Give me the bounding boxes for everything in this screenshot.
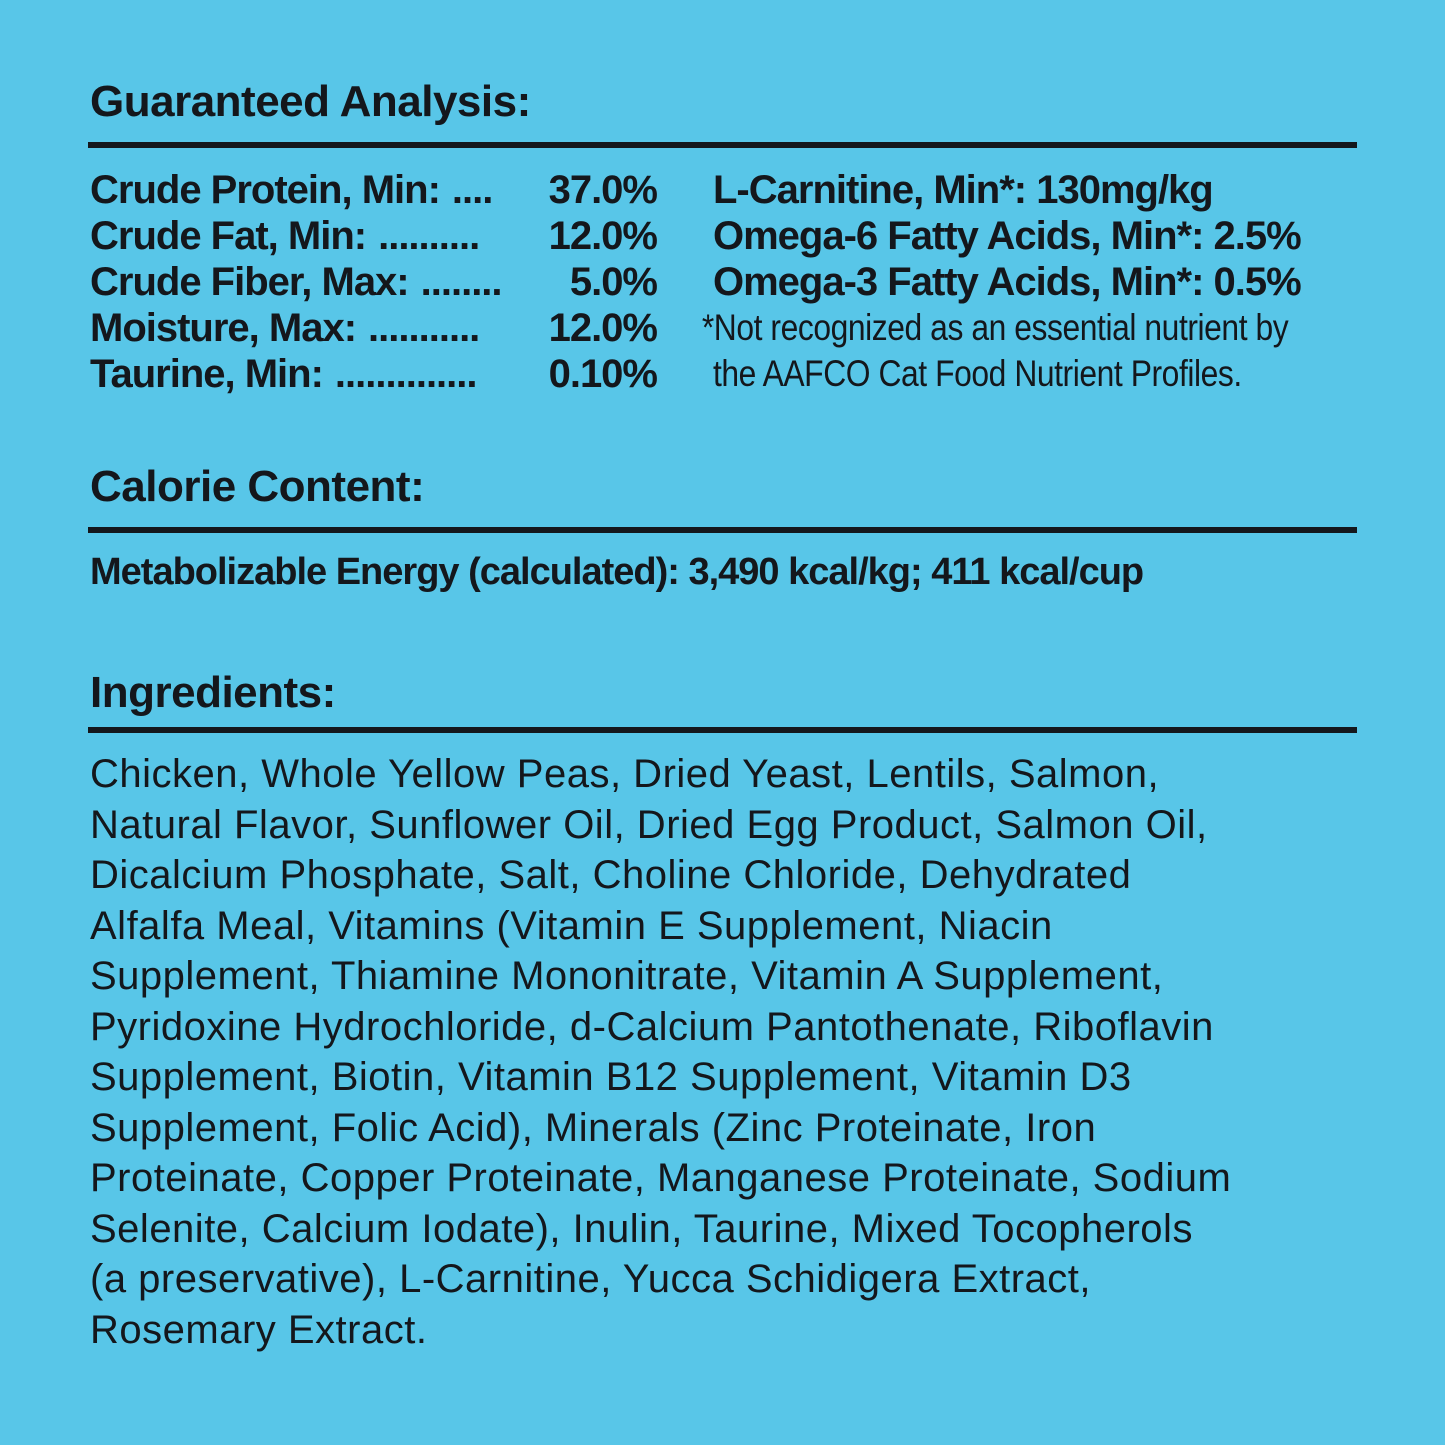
ingredients-heading: Ingredients: bbox=[90, 668, 336, 717]
ingredient-line: Proteinate, Copper Proteinate, Manganese Proteinate, Sodium bbox=[90, 1156, 1232, 1200]
ga-row-taurine bbox=[90, 351, 657, 397]
ga-row-label: Crude Fat, Min: bbox=[90, 214, 367, 258]
ingredient-line: Supplement, Biotin, Vitamin B12 Supplement, Vitamin D3 bbox=[90, 1055, 1132, 1099]
calorie-content-heading: Calorie Content: bbox=[90, 462, 425, 511]
guaranteed-analysis-divider bbox=[88, 142, 1357, 148]
ga-row-leader-dots: ........ bbox=[420, 260, 502, 304]
ingredients-section bbox=[90, 668, 1445, 1355]
ga-row-l-carnitine: L-Carnitine, Min*: 130mg/kg bbox=[713, 168, 1213, 212]
ga-row-leader-dots: .......... bbox=[378, 214, 480, 258]
ga-row-leader-dots: .... bbox=[451, 168, 493, 212]
ingredient-line: Supplement, Thiamine Mononitrate, Vitamin A Supplement, bbox=[90, 954, 1164, 998]
guaranteed-analysis-section bbox=[90, 77, 1445, 397]
ga-row-moisture bbox=[90, 305, 657, 351]
ingredients-divider bbox=[88, 727, 1357, 733]
ingredient-line: Rosemary Extract. bbox=[90, 1307, 428, 1352]
ga-row-leader-dots: .............. bbox=[334, 352, 477, 396]
ga-row-label: Taurine, Min: bbox=[90, 352, 323, 396]
metabolizable-energy-text: Metabolizable Energy (calculated): 3,490 kcal/kg; 411 kcal/cup bbox=[90, 551, 1144, 593]
ga-row-crude-protein bbox=[90, 167, 657, 213]
guaranteed-analysis-body bbox=[90, 167, 1445, 397]
ingredient-line: Supplement, Folic Acid), Minerals (Zinc Proteinate, Iron bbox=[90, 1105, 1097, 1150]
ingredient-line: Selenite, Calcium Iodate), Inulin, Taurine, Mixed Tocopherols bbox=[90, 1206, 1193, 1251]
ga-row-omega-3: Omega-3 Fatty Acids, Min*: 0.5% bbox=[713, 260, 1301, 304]
aafco-footnote bbox=[701, 305, 1289, 397]
guaranteed-analysis-left-column bbox=[90, 167, 657, 397]
ga-row-label: Crude Protein, Min: bbox=[90, 168, 440, 212]
aafco-footnote-line-2: the AAFCO Cat Food Nutrient Profiles. bbox=[713, 353, 1242, 394]
guaranteed-analysis-heading: Guaranteed Analysis: bbox=[90, 77, 531, 126]
ga-row-value: 12.0% bbox=[548, 306, 657, 350]
ingredients-list bbox=[90, 749, 1445, 1355]
ga-row-label: Moisture, Max: bbox=[90, 306, 357, 350]
ga-row-value: 5.0% bbox=[569, 260, 657, 304]
ingredient-line: Chicken, Whole Yellow Peas, Dried Yeast, Lentils, Salmon, bbox=[90, 752, 1160, 796]
ga-row-crude-fat bbox=[90, 213, 657, 259]
calorie-content-section bbox=[90, 462, 1445, 595]
ga-row-value: 37.0% bbox=[548, 168, 657, 212]
ingredient-line: Pyridoxine Hydrochloride, d-Calcium Pantothenate, Riboflavin bbox=[90, 1004, 1214, 1049]
aafco-footnote-line-1: *Not recognized as an essential nutrient by bbox=[701, 307, 1289, 348]
ingredient-line: Alfalfa Meal, Vitamins (Vitamin E Supplement, Niacin bbox=[90, 903, 1053, 948]
ingredient-line: (a preservative), L-Carnitine, Yucca Schidigera Extract, bbox=[90, 1257, 1092, 1301]
guaranteed-analysis-right-column bbox=[701, 167, 1382, 397]
ga-row-value: 12.0% bbox=[548, 214, 657, 258]
ga-row-value: 0.10% bbox=[548, 352, 657, 396]
ga-row-omega-6: Omega-6 Fatty Acids, Min*: 2.5% bbox=[713, 214, 1301, 258]
ingredient-line: Natural Flavor, Sunflower Oil, Dried Egg Product, Salmon Oil, bbox=[90, 802, 1208, 847]
ga-row-leader-dots: ........... bbox=[368, 306, 480, 350]
ga-row-label: Crude Fiber, Max: bbox=[90, 260, 409, 304]
ingredient-line: Dicalcium Phosphate, Salt, Choline Chloride, Dehydrated bbox=[90, 853, 1132, 897]
calorie-content-divider bbox=[88, 527, 1357, 533]
ga-row-crude-fiber bbox=[90, 259, 657, 305]
